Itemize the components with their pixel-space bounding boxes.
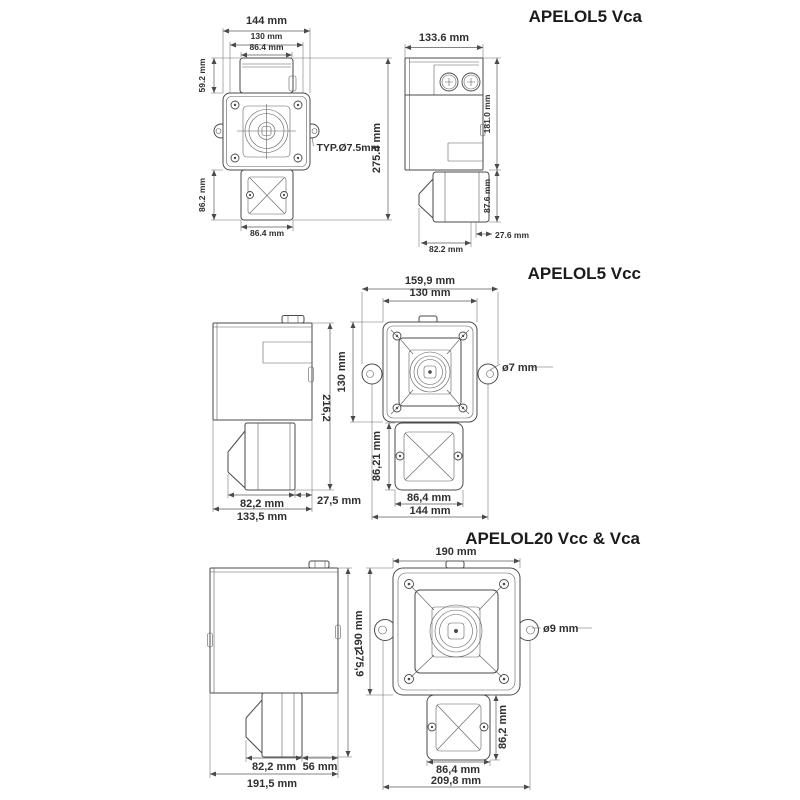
dim-label-horn-width: 82,2 mm (239, 498, 285, 510)
dim-label-body-height: 130 mm (336, 351, 348, 393)
dim-label-horn-offset: 56 mm (302, 761, 338, 773)
dim-label-height: 275,9 (353, 649, 365, 677)
cable-gland-left (440, 73, 458, 91)
dim-label-body-height: 181.0 mm (482, 94, 492, 134)
apelol5-vca-front-view (197, 15, 392, 238)
base-box (427, 695, 490, 760)
dim-label-horn-width: 82.2 mm (428, 244, 464, 254)
dim-label-bottom-box-width: 86.4 mm (249, 228, 285, 238)
section-apelol5-vcc (213, 264, 641, 523)
mounting-ear-left (362, 364, 382, 384)
apelol20-side-view (208, 561, 366, 790)
mounting-ear-right (518, 620, 539, 641)
apelol20-front-view (353, 546, 592, 790)
base-box (241, 170, 293, 220)
dim-label-bottom-box-width: 86,4 mm (435, 764, 481, 776)
dim-label-overall-width: 159,9 mm (404, 275, 456, 287)
dim-label-overall-height: 275.4 mm (371, 122, 383, 174)
section-title: APELOL5 Vcc (527, 264, 641, 283)
section-title: APELOL5 Vca (528, 7, 642, 26)
dim-label-top-box-height: 59.2 mm (197, 58, 207, 93)
base-box (395, 423, 463, 490)
apelol5-vcc-side-view (213, 316, 361, 524)
hole-diameter-label: ø7 mm (502, 362, 538, 374)
mounting-ear-left (375, 620, 396, 641)
dim-label-width: 191,5 mm (246, 778, 298, 790)
dim-label-overall-width: 209,8 mm (430, 775, 482, 787)
dim-label-top-box-width: 86.4 mm (249, 42, 284, 52)
horn-side (246, 693, 302, 757)
hole-diameter-label: ø9 mm (543, 623, 579, 635)
dim-label-horn-height: 87.6 mm (482, 178, 492, 214)
horn-side (228, 423, 295, 490)
dim-label-side-width: 133.6 mm (418, 32, 470, 44)
apelol5-vca-side-view (405, 32, 529, 254)
dim-label-overall-width: 144 mm (246, 15, 287, 27)
cable-gland-right (462, 73, 480, 91)
section-apelol5-vca (197, 7, 643, 254)
apelol5-vcc-front-view (336, 275, 553, 520)
section-apelol20 (208, 529, 641, 790)
hole-note-label: TYP.Ø7.5mm (316, 142, 380, 154)
dim-label-hole-spacing: 144 mm (409, 505, 451, 517)
dim-label-body-width: 130 mm (409, 287, 451, 299)
dim-label-horn-width: 82,2 mm (251, 761, 297, 773)
dim-label-mid-width: 130 mm (250, 31, 283, 41)
dim-label-bottom-box-height: 86,2 mm (497, 704, 509, 750)
dim-label-horn-offset: 27.6 mm (495, 230, 530, 240)
dim-label-horn-offset: 27,5 mm (317, 495, 362, 507)
dim-label-body-width: 190 mm (435, 546, 477, 558)
dim-label-bottom-box-width: 86,4 mm (406, 492, 452, 504)
dim-label-height: 216,2 (320, 394, 332, 422)
dim-label-body-height: 190 mm (353, 610, 365, 652)
dim-label-bottom-box-height: 86.2 mm (197, 177, 207, 213)
dim-label-bottom-box-height: 86,21 mm (371, 430, 383, 482)
dim-label-width: 133,5 mm (236, 511, 288, 523)
section-title: APELOL20 Vcc & Vca (465, 529, 640, 548)
horn-side (419, 172, 489, 222)
